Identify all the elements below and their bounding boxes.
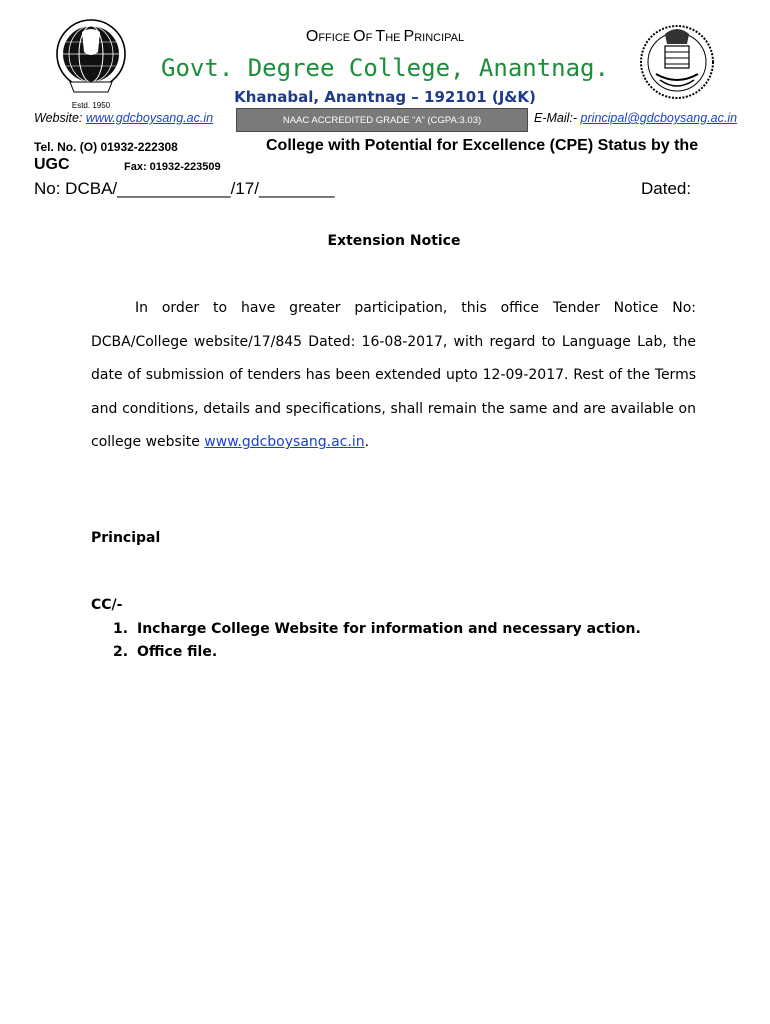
notice-period: . bbox=[364, 434, 370, 451]
office-title-part: FFICE bbox=[318, 32, 354, 44]
email-label: E-Mail:- bbox=[534, 111, 578, 125]
office-title bbox=[0, 28, 770, 46]
office-title-part: T bbox=[375, 28, 386, 45]
cpe-status: College with Potential for Excellence (CPE) Status by the bbox=[266, 137, 699, 154]
office-title-part: F bbox=[365, 32, 376, 44]
office-title-part: O bbox=[353, 28, 366, 45]
cc-list bbox=[113, 618, 641, 664]
notice-paragraph bbox=[91, 292, 696, 460]
notice-heading: Extension Notice bbox=[327, 233, 461, 249]
office-title-part: HE bbox=[385, 32, 404, 44]
notice-body: In order to have greater participation, this office Tender Notice No: DCBA/College website/17/845 Dated: 16-08-2017, with regard to Language Lab, the date of submission of tenders has been extended upto 12-09-2017. Rest of the Terms and conditions, details and specifications, shall remain the same and are available on college website bbox=[91, 300, 696, 451]
reference-number: No: DCBA/____________/17/________ bbox=[34, 179, 335, 198]
cc-item-number: 1. bbox=[113, 621, 129, 637]
email-line bbox=[534, 111, 737, 125]
college-address: Khanabal, Anantnag – 192101 (J&K) bbox=[234, 88, 536, 106]
website-line bbox=[34, 111, 213, 125]
cc-item bbox=[113, 641, 641, 664]
email-link[interactable]: principal@gdcboysang.ac.in bbox=[580, 111, 738, 125]
office-title-part: RINCIPAL bbox=[414, 32, 465, 44]
college-website-link[interactable]: www.gdcboysang.ac.in bbox=[204, 434, 365, 451]
ugc-label: UGC bbox=[34, 156, 70, 173]
telephone-number: Tel. No. (O) 01932-222308 bbox=[34, 140, 178, 154]
signatory: Principal bbox=[91, 530, 161, 546]
estd-label: Estd. 1950 bbox=[71, 101, 111, 110]
office-title-part: P bbox=[403, 28, 415, 45]
cc-label: CC/- bbox=[91, 597, 123, 613]
cc-item-text: Incharge College Website for information and necessary action. bbox=[137, 621, 641, 637]
fax-number: Fax: 01932-223509 bbox=[124, 161, 221, 173]
naac-badge: NAAC ACCREDITED GRADE “A” (CGPA:3.03) bbox=[236, 108, 528, 132]
dated-label: Dated: bbox=[641, 179, 692, 198]
cc-item-number: 2. bbox=[113, 644, 129, 660]
website-label: Website: bbox=[34, 111, 83, 125]
cc-item bbox=[113, 618, 641, 641]
cc-item-text: Office file. bbox=[137, 644, 218, 660]
college-name: Govt. Degree College, Anantnag. bbox=[161, 54, 609, 82]
website-link[interactable]: www.gdcboysang.ac.in bbox=[85, 111, 214, 125]
office-title-part: O bbox=[305, 28, 319, 45]
